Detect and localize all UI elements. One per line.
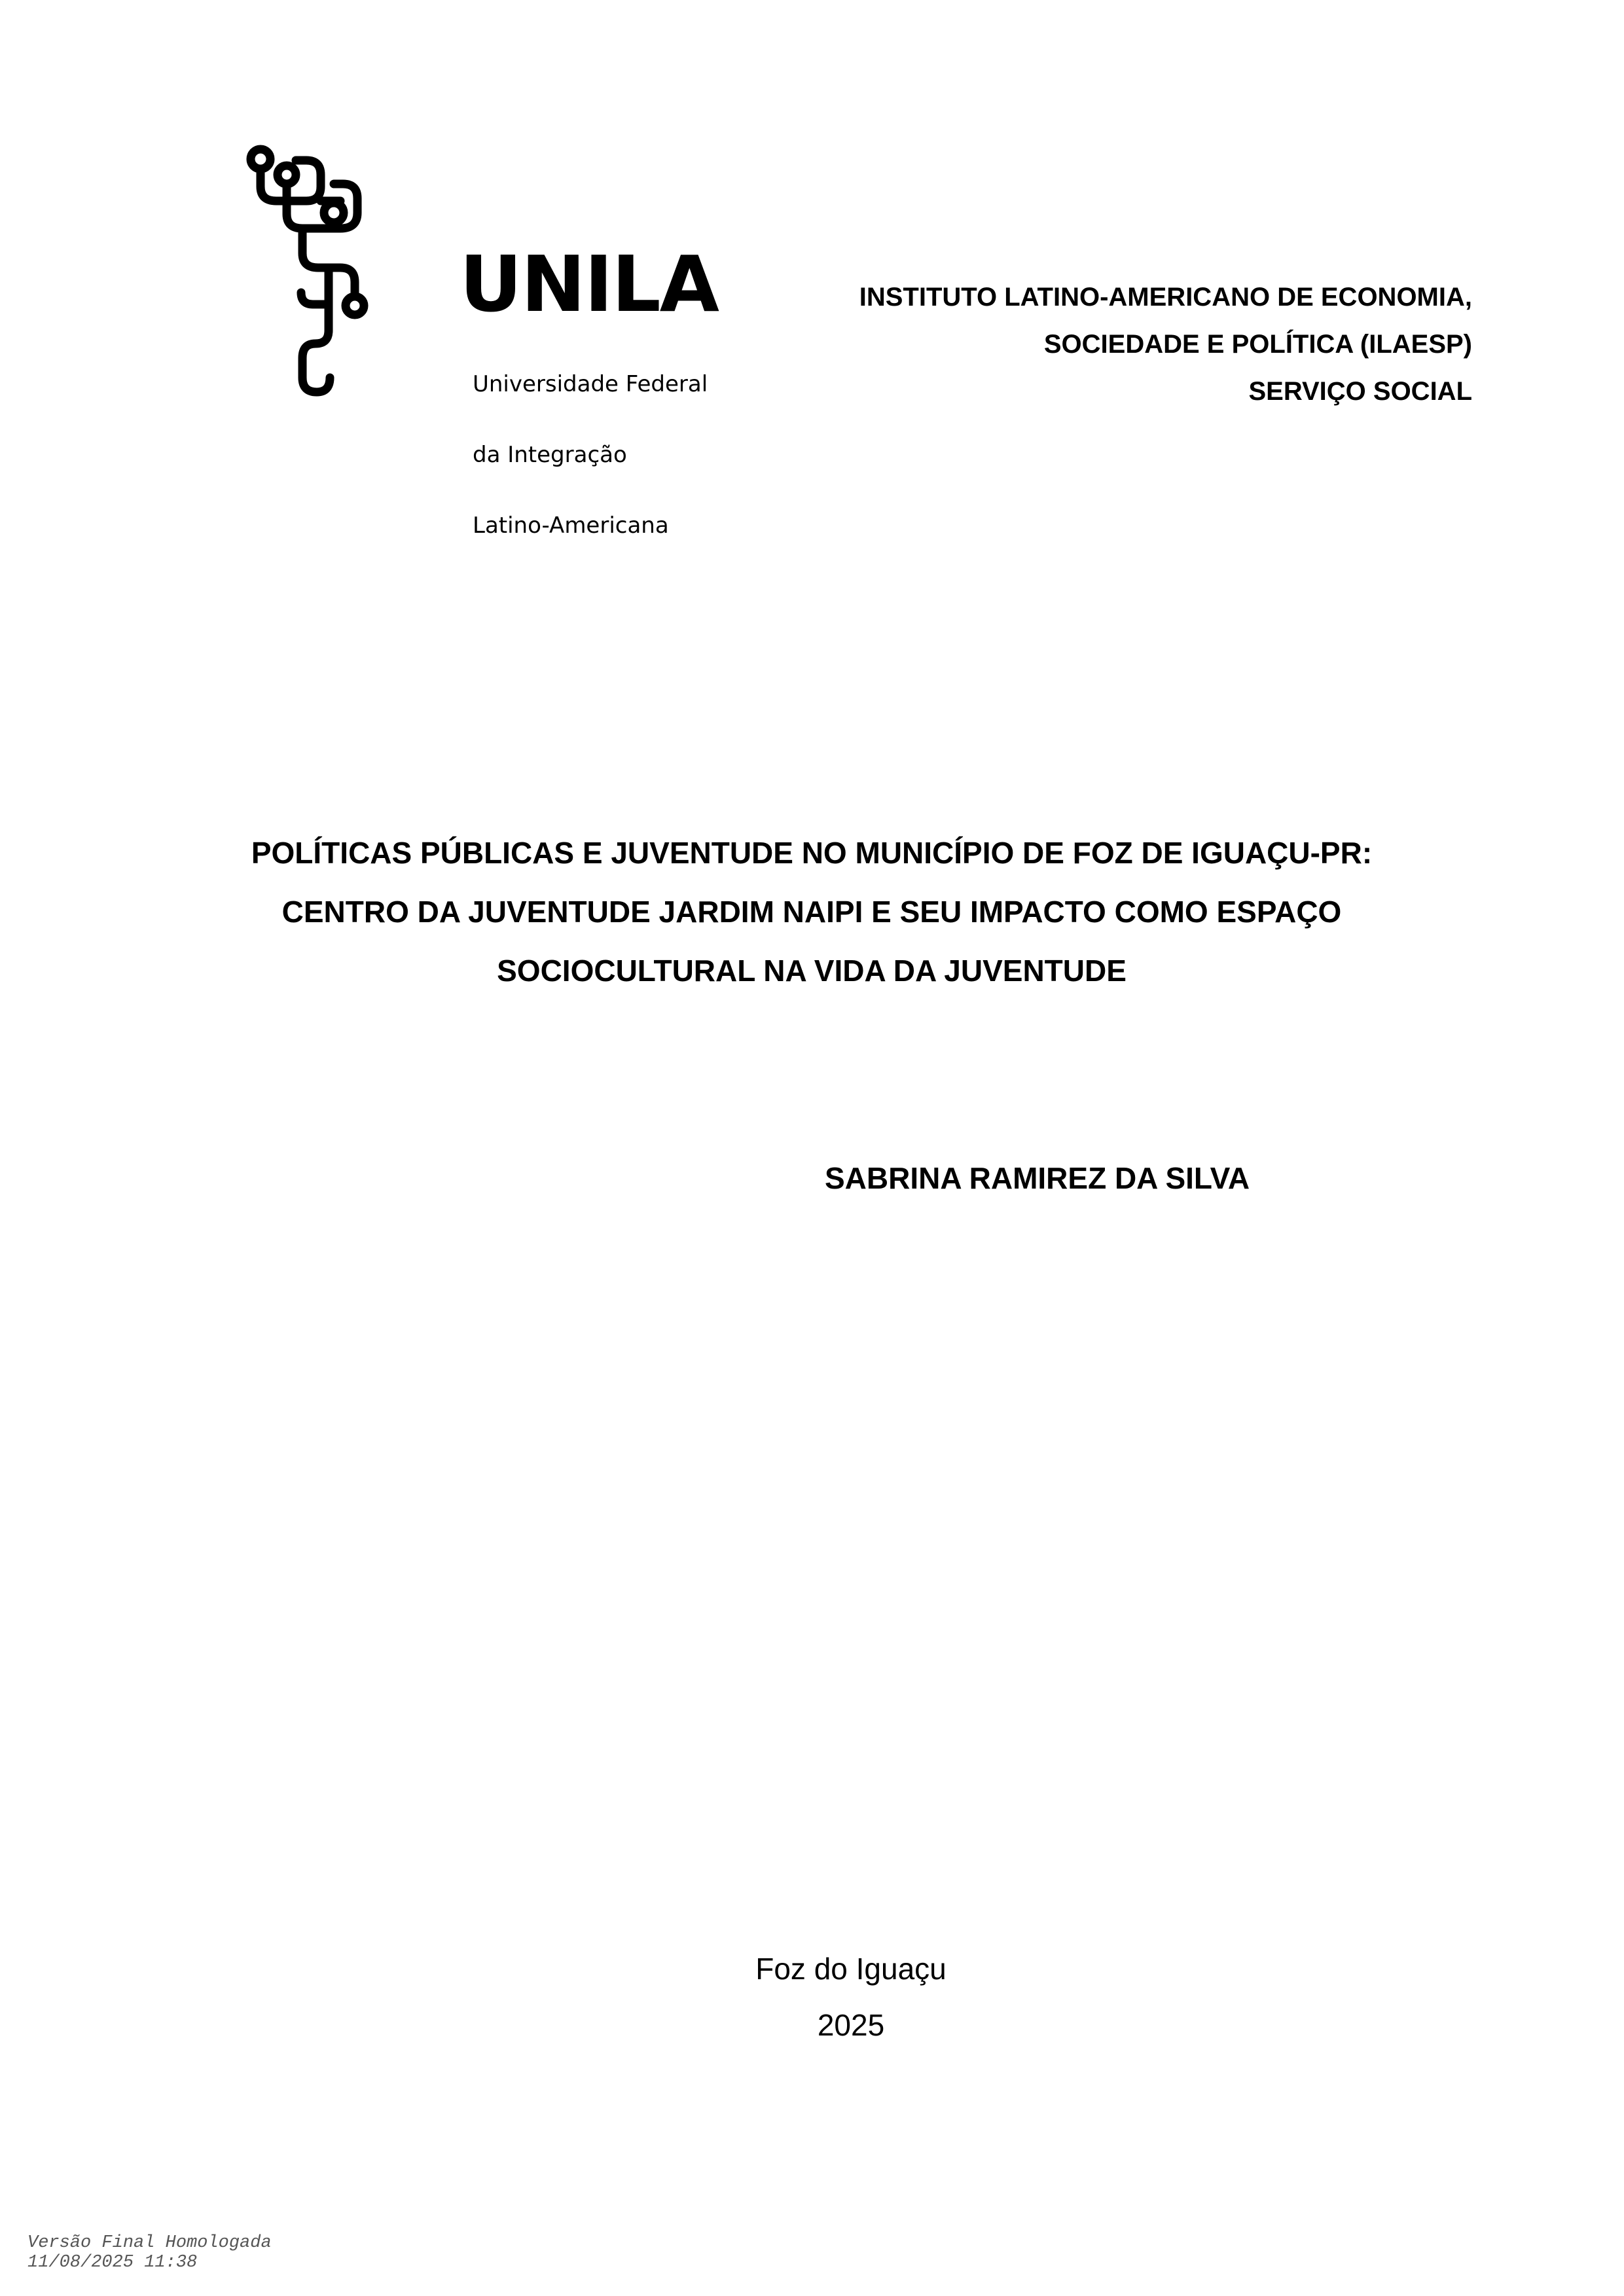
document-title xyxy=(164,823,1460,1000)
title-line: POLÍTICAS PÚBLICAS E JUVENTUDE NO MUNICÍPIO DE FOZ DE IGUAÇU-PR: xyxy=(251,836,1373,870)
institution-header xyxy=(859,274,1472,415)
institution-line: INSTITUTO LATINO-AMERICANO DE ECONOMIA, xyxy=(859,283,1472,312)
logo-subtitle-line: Universidade Federal xyxy=(473,371,708,397)
place-and-year xyxy=(655,1941,1047,2053)
homologation-datetime: 11/08/2025 11:38 xyxy=(27,2253,198,2272)
university-logo xyxy=(242,141,718,539)
logo-wordmark: UNILA xyxy=(460,239,718,329)
title-line: SOCIOCULTURAL NA VIDA DA JUVENTUDE xyxy=(497,954,1127,988)
title-line: CENTRO DA JUVENTUDE JARDIM NAIPI E SEU IMPACTO COMO ESPAÇO xyxy=(281,895,1342,929)
institution-line: SERVIÇO SOCIAL xyxy=(1248,377,1472,406)
place: Foz do Iguaçu xyxy=(755,1952,947,1986)
homologation-stamp xyxy=(27,2233,272,2272)
institution-line: SOCIEDADE E POLÍTICA (ILAESP) xyxy=(1043,330,1472,359)
unila-logo-icon xyxy=(242,141,393,403)
homologation-status: Versão Final Homologada xyxy=(27,2233,272,2253)
year: 2025 xyxy=(817,2008,885,2042)
logo-subtitle xyxy=(473,325,708,584)
logo-subtitle-line: Latino-Americana xyxy=(473,512,669,539)
logo-subtitle-line: da Integração xyxy=(473,442,627,468)
author-name: SABRINA RAMIREZ DA SILVA xyxy=(825,1161,1250,1195)
